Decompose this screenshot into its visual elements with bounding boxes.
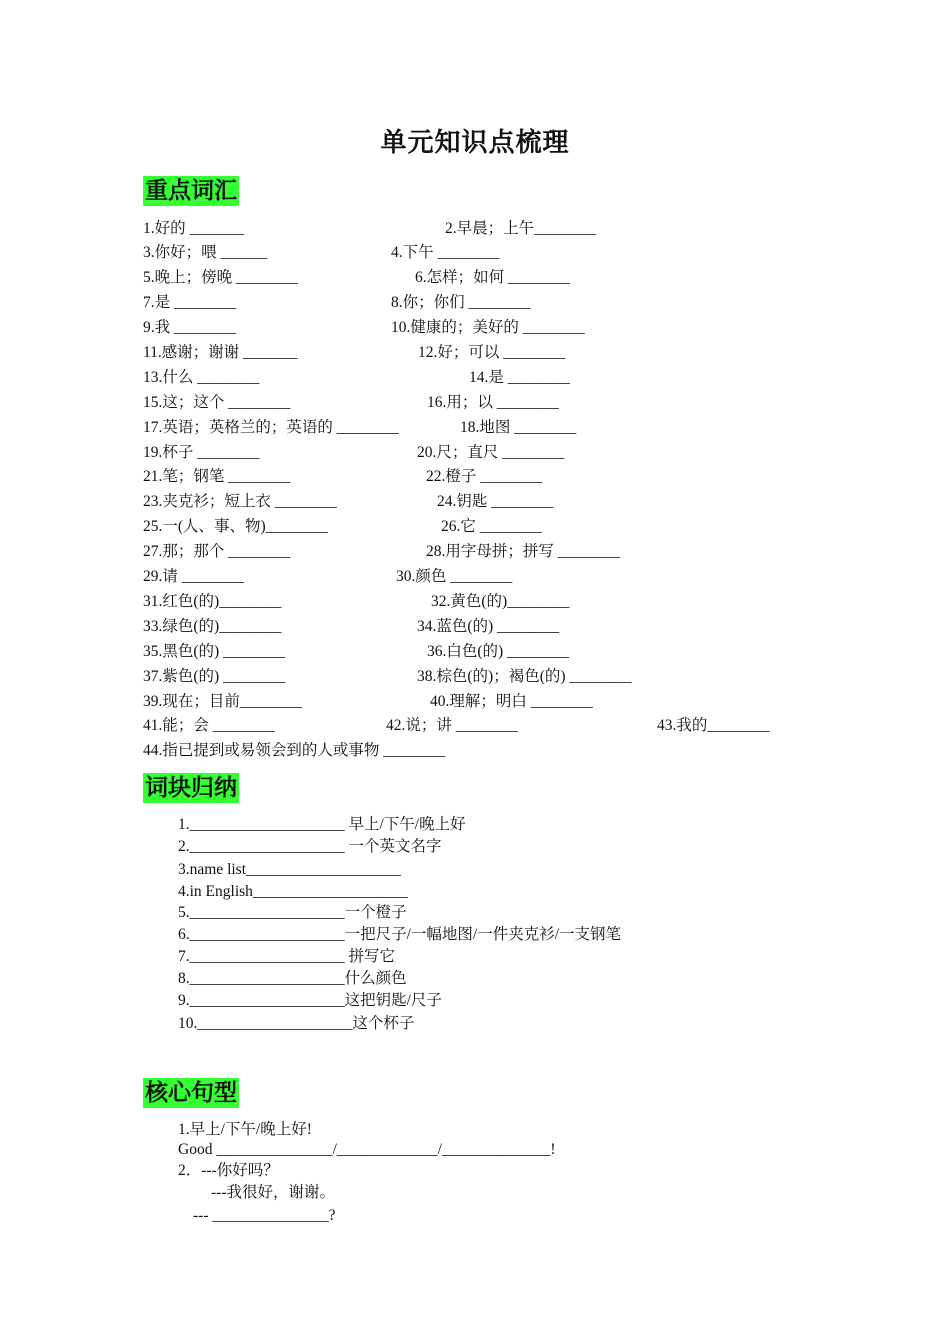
vocab-item: 7.是 ________ xyxy=(143,294,237,311)
vocab-item: 37.紫色(的) ________ xyxy=(143,668,286,685)
vocab-item: 12.好；可以 ________ xyxy=(418,344,566,361)
vocab-item: 36.白色(的) ________ xyxy=(427,643,570,660)
sentence-item: 1.早上/下午/晚上好! xyxy=(178,1121,312,1138)
vocab-item: 15.这；这个 ________ xyxy=(143,394,291,411)
vocab-item: 8.你；你们 ________ xyxy=(391,294,531,311)
vocab-item: 20.尺；直尺 ________ xyxy=(417,444,565,461)
vocab-item: 2.早晨；上午________ xyxy=(445,220,597,237)
vocab-item: 41.能；会 ________ xyxy=(143,717,275,734)
vocab-item: 21.笔；钢笔 ________ xyxy=(143,468,291,485)
vocab-item: 5.晚上；傍晚 ________ xyxy=(143,269,299,286)
vocab-item: 1.好的 _______ xyxy=(143,220,244,237)
vocab-item: 26.它 ________ xyxy=(441,518,542,535)
vocab-item: 24.钥匙 ________ xyxy=(437,493,554,510)
vocab-item: 42.说；讲 ________ xyxy=(386,717,518,734)
vocab-item: 16.用；以 ________ xyxy=(427,394,559,411)
vocab-item: 17.英语；英格兰的；英语的 ________ xyxy=(143,419,399,436)
phrase-item: 10.____________________这个杯子 xyxy=(178,1015,415,1032)
section-heading-vocab: 重点词汇 xyxy=(145,178,237,204)
phrase-item: 2.____________________ 一个英文名字 xyxy=(178,838,442,855)
vocab-item: 13.什么 ________ xyxy=(143,369,260,386)
phrase-item: 8.____________________什么颜色 xyxy=(178,970,407,987)
vocab-item: 22.橙子 ________ xyxy=(426,468,543,485)
vocab-item: 38.棕色(的)；褐色(的) ________ xyxy=(417,668,632,685)
vocab-item: 6.怎样；如何 ________ xyxy=(415,269,571,286)
sentence-item: Good _______________/_____________/______________! xyxy=(178,1141,556,1158)
phrase-item: 1.____________________ 早上/下午/晚上好 xyxy=(178,816,466,833)
vocab-item: 10.健康的；美好的 ________ xyxy=(391,319,585,336)
vocab-item: 23.夹克衫；短上衣 ________ xyxy=(143,493,337,510)
vocab-item: 14.是 ________ xyxy=(469,369,570,386)
page-title: 单元知识点梳理 xyxy=(380,128,570,158)
sentence-item: 2．---你好吗？ xyxy=(178,1162,279,1179)
section-heading-sentences: 核心句型 xyxy=(145,1080,237,1106)
phrase-item: 4.in English____________________ xyxy=(178,883,408,900)
vocab-item: 34.蓝色(的) ________ xyxy=(417,618,560,635)
section-heading-phrases: 词块归纳 xyxy=(145,775,237,801)
vocab-item: 9.我 ________ xyxy=(143,319,237,336)
vocab-item: 11.感谢；谢谢 _______ xyxy=(143,344,298,361)
vocab-item: 31.红色(的)________ xyxy=(143,593,282,610)
phrase-item: 9.____________________这把钥匙/尺子 xyxy=(178,992,442,1009)
phrase-item: 3.name list____________________ xyxy=(178,861,402,878)
vocab-item: 40.理解；明白 ________ xyxy=(430,693,593,710)
vocab-item: 18.地图 ________ xyxy=(460,419,577,436)
vocab-item: 29.请 ________ xyxy=(143,568,244,585)
phrase-item: 6.____________________一把尺子/一幅地图/一件夹克衫/一支钢笔 xyxy=(178,926,622,943)
vocab-item: 32.黄色(的)________ xyxy=(431,593,570,610)
sentence-item: ---我很好，谢谢。 xyxy=(211,1184,335,1201)
vocab-item: 28.用字母拼；拼写 ________ xyxy=(426,543,620,560)
vocab-item: 4.下午 ________ xyxy=(391,244,500,261)
vocab-item: 27.那；那个 ________ xyxy=(143,543,291,560)
vocab-item: 39.现在；目前________ xyxy=(143,693,302,710)
vocab-item: 3.你好；喂 ______ xyxy=(143,244,268,261)
vocab-item: 43.我的________ xyxy=(657,717,770,734)
vocab-item: 19.杯子 ________ xyxy=(143,444,260,461)
vocab-item: 33.绿色(的)________ xyxy=(143,618,282,635)
vocab-item: 35.黑色(的) ________ xyxy=(143,643,286,660)
vocab-item: 25.一(人、事、物)________ xyxy=(143,518,328,535)
vocab-item: 44.指已提到或易领会到的人或事物 ________ xyxy=(143,742,446,759)
vocab-item: 30.颜色 ________ xyxy=(396,568,513,585)
phrase-item: 7.____________________ 拼写它 xyxy=(178,948,396,965)
sentence-item: --- _______________? xyxy=(193,1207,336,1224)
phrase-item: 5.____________________一个橙子 xyxy=(178,904,407,921)
